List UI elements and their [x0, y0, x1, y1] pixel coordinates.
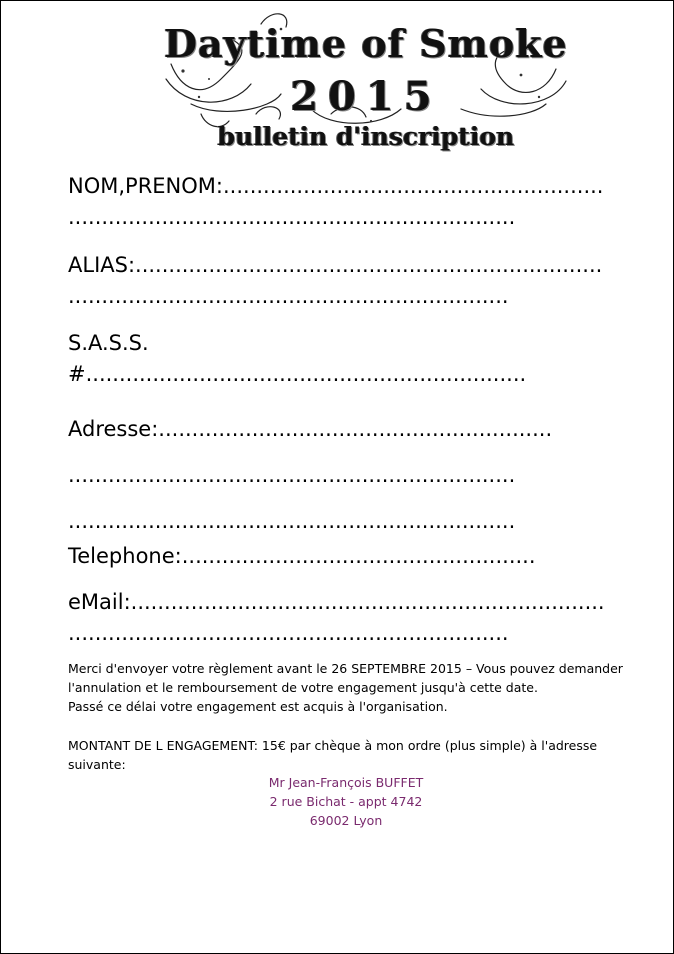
- event-header: [161, 9, 571, 159]
- address-field[interactable]: Adresse:........................................................... ................................................................... ...................................................................: [68, 417, 553, 533]
- address-city: 69002 Lyon: [309, 813, 383, 828]
- payment-deadline-note: Merci d'envoyer votre règlement avant le 26 SEPTEMBRE 2015 – Vous pouvez demander l'annulation et le remboursement de votre engagement jusqu'à cette date. Passé ce délai votre engagement est acquis à l'organisation.: [68, 661, 623, 714]
- sass-number-field[interactable]: S.A.S.S. #..................................................................: [68, 331, 527, 386]
- event-title: Daytime of Smoke: [164, 21, 568, 66]
- email-field[interactable]: eMail:....................................................................... ..................................................................: [68, 590, 605, 645]
- telephone-field[interactable]: Telephone:.....................................................: [68, 544, 536, 568]
- form-subtitle: bulletin d'inscription: [217, 122, 515, 151]
- address-street: 2 rue Bichat - appt 4742: [269, 794, 423, 809]
- alias-field[interactable]: ALIAS:...................................................................... ..................................................................: [68, 253, 603, 308]
- engagement-amount-note: MONTANT DE L ENGAGEMENT: 15€ par chèque à mon ordre (plus simple) à l'adresse suivante:: [68, 738, 598, 772]
- address-name: Mr Jean-François BUFFET: [268, 775, 424, 790]
- name-field[interactable]: NOM,PRENOM:......................................................... ...................................................................: [68, 174, 604, 229]
- mailing-address: [201, 773, 491, 830]
- event-year: 2015: [290, 73, 442, 120]
